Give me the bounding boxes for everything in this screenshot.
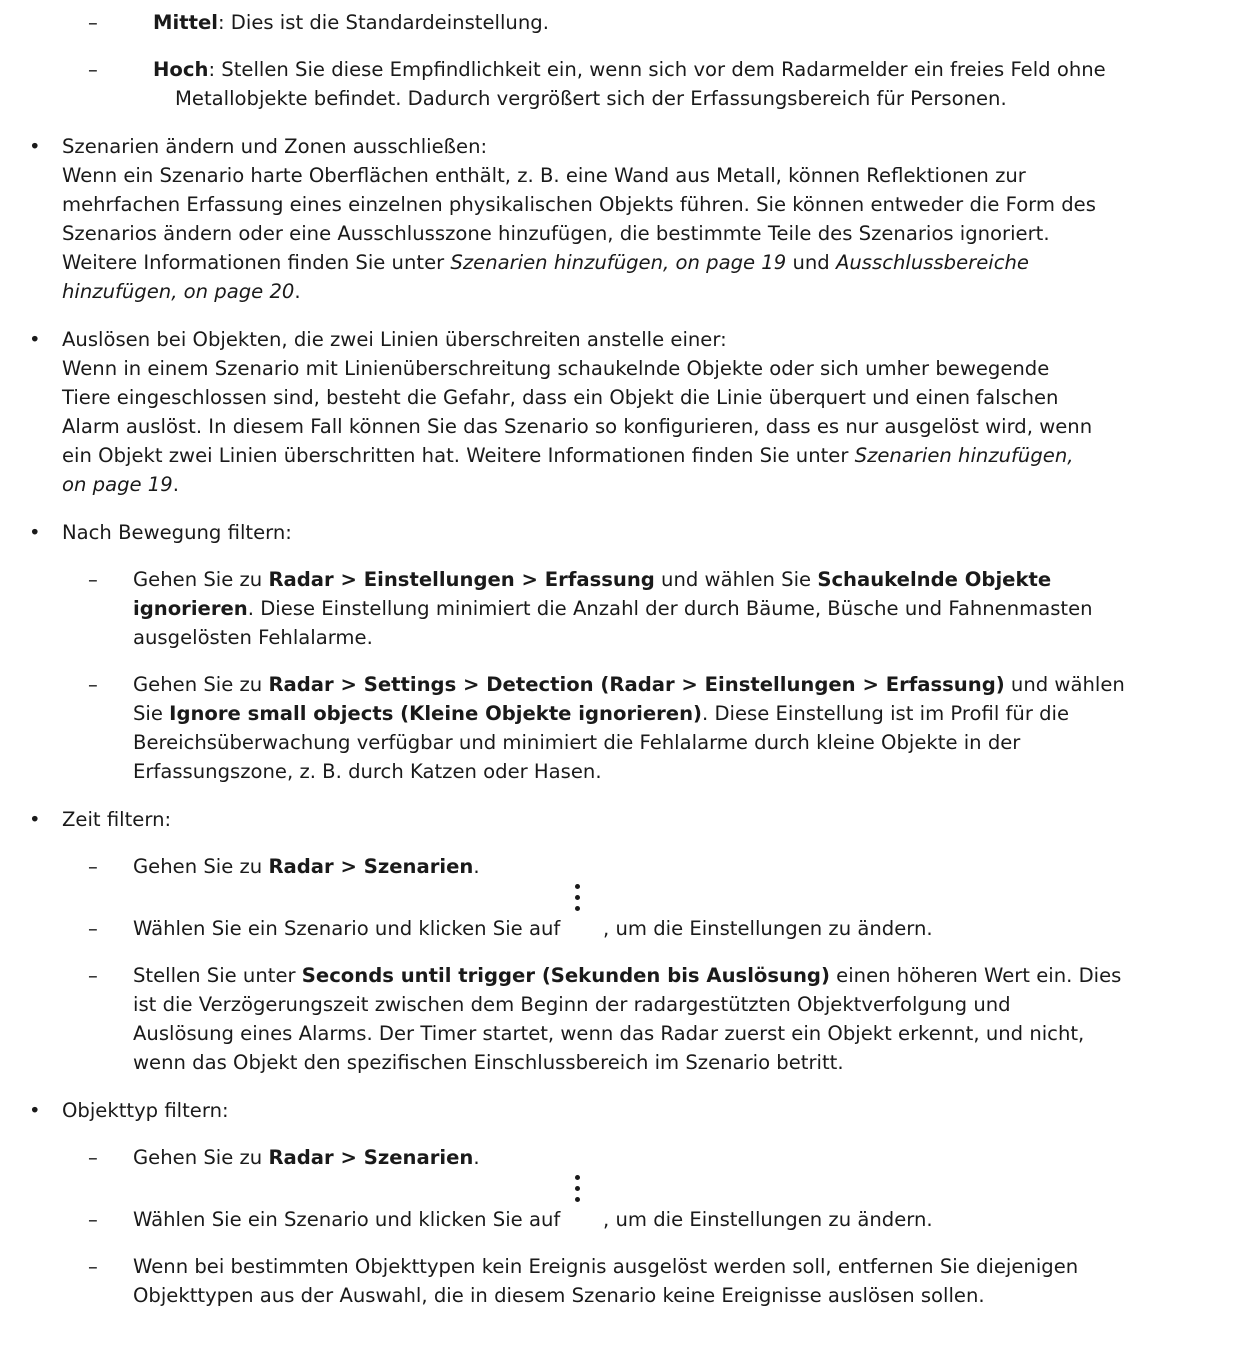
sensitivity-medium-item: [153, 9, 549, 38]
text-line: [133, 853, 480, 882]
bullet: •: [29, 808, 41, 831]
link-szenarien-hinzufuegen[interactable]: Szenarien hinzufügen, on page 19: [450, 251, 787, 274]
text-line: ist die Verzögerungszeit zwischen dem Beginn der radargestützten Objektverfolgung und: [133, 993, 1011, 1016]
text-line: Auslösung eines Alarms. Der Timer startet, wenn das Radar zuerst ein Objekt erkennt, und nicht,: [133, 1022, 1085, 1045]
text-line: [133, 595, 1093, 624]
text: Stellen Sie unter: [133, 964, 302, 987]
text: : Dies ist die Standardeinstellung.: [217, 11, 549, 34]
text: und wählen: [1004, 673, 1125, 696]
menu-path: Radar > Szenarien: [268, 855, 474, 878]
menu-path: Radar > Settings > Detection (Radar > Einstellungen > Erfassung): [268, 673, 1005, 696]
text-line: Wenn in einem Szenario mit Linienüberschreitung schaukelnde Objekte oder sich umher bewegende: [62, 357, 1050, 380]
more-vertical-icon: [571, 1174, 585, 1204]
text-line: Wählen Sie ein Szenario und klicken Sie auf: [133, 917, 561, 940]
list-dash: –: [88, 917, 98, 940]
link-szenarien-hinzufuegen-cont[interactable]: on page 19: [62, 473, 173, 496]
item-heading: Objekttyp filtern:: [62, 1099, 229, 1122]
menu-path: Radar > Szenarien: [268, 1146, 474, 1169]
text-line: mehrfachen Erfassung eines einzelnen physikalischen Objekts führen. Sie können entweder die Form des: [62, 193, 1096, 216]
text-line: [133, 671, 1125, 700]
bullet: •: [29, 1099, 41, 1122]
text-line: [62, 249, 1029, 278]
list-dash: –: [88, 1208, 98, 1231]
setting-name: Schaukelnde Objekte: [817, 568, 1052, 591]
list-dash: –: [88, 58, 98, 81]
text-line: Objekttypen aus der Auswahl, die in diesem Szenario keine Ereignisse auslösen sollen.: [133, 1284, 985, 1307]
text-line: Szenarios ändern oder eine Ausschlusszone hinzufügen, die bestimmte Teile des Szenarios ignoriert.: [62, 222, 1050, 245]
text: .: [294, 280, 301, 303]
bullet: •: [29, 328, 41, 351]
text: : Stellen Sie diese Empfindlichkeit ein, wenn sich vor dem Radarmelder ein freies Feld ohne: [208, 58, 1106, 81]
link-ausschlussbereiche-cont[interactable]: hinzufügen, on page 20: [62, 280, 295, 303]
text: einen höheren Wert ein. Dies: [829, 964, 1122, 987]
item-heading: Nach Bewegung filtern:: [62, 521, 292, 544]
text: .: [473, 1146, 480, 1169]
list-dash: –: [88, 964, 98, 987]
text-line: [133, 700, 1069, 729]
term-hoch: Hoch: [153, 58, 209, 81]
text-line: Wenn ein Szenario harte Oberflächen enthält, z. B. eine Wand aus Metall, können Reflektionen zur: [62, 164, 1026, 187]
list-dash: –: [88, 855, 98, 878]
menu-path: Radar > Einstellungen > Erfassung: [268, 568, 655, 591]
list-dash: –: [88, 11, 98, 34]
text: . Diese Einstellung minimiert die Anzahl der durch Bäume, Büsche und Fahnenmasten: [247, 597, 1093, 620]
list-dash: –: [88, 1255, 98, 1278]
list-dash: –: [88, 1146, 98, 1169]
term-mittel: Mittel: [153, 11, 218, 34]
text: Gehen Sie zu: [133, 673, 269, 696]
link-ausschlussbereiche[interactable]: Ausschlussbereiche: [835, 251, 1029, 274]
text: ein Objekt zwei Linien überschritten hat. Weitere Informationen finden Sie unter: [62, 444, 855, 467]
text-line: [133, 1144, 480, 1173]
text: . Diese Einstellung ist im Profil für die: [701, 702, 1070, 725]
setting-name: Seconds until trigger (Sekunden bis Auslösung): [301, 964, 830, 987]
text-line: Erfassungszone, z. B. durch Katzen oder Hasen.: [133, 760, 602, 783]
text: Weitere Informationen finden Sie unter: [62, 251, 451, 274]
more-vertical-icon: [571, 883, 585, 913]
text-line: Tiere eingeschlossen sind, besteht die Gefahr, dass ein Objekt die Linie überquert und einen falschen: [62, 386, 1059, 409]
text: und: [786, 251, 836, 274]
sensitivity-high-item: [153, 56, 1106, 85]
text: und wählen Sie: [654, 568, 818, 591]
text-line: [62, 471, 179, 500]
text-line: [133, 962, 1121, 991]
bullet: •: [29, 135, 41, 158]
list-dash: –: [88, 568, 98, 591]
setting-name: Ignore small objects (Kleine Objekte ignorieren): [169, 702, 702, 725]
text: Sie: [133, 702, 170, 725]
text: Gehen Sie zu: [133, 1146, 269, 1169]
text-line: [62, 278, 301, 307]
text-line: , um die Einstellungen zu ändern.: [603, 917, 933, 940]
text-line: Bereichsüberwachung verfügbar und minimiert die Fehlalarme durch kleine Objekte in der: [133, 731, 1021, 754]
text: Gehen Sie zu: [133, 568, 269, 591]
link-szenarien-hinzufuegen[interactable]: Szenarien hinzufügen,: [854, 444, 1074, 467]
text: .: [172, 473, 179, 496]
item-heading: Szenarien ändern und Zonen ausschließen:: [62, 135, 488, 158]
setting-name: ignorieren: [133, 597, 248, 620]
text-line: Metallobjekte befindet. Dadurch vergrößert sich der Erfassungsbereich für Personen.: [175, 87, 1007, 110]
text-line: ausgelösten Fehlalarme.: [133, 626, 373, 649]
list-dash: –: [88, 673, 98, 696]
text-line: wenn das Objekt den spezifischen Einschlussbereich im Szenario betritt.: [133, 1051, 844, 1074]
text-line: , um die Einstellungen zu ändern.: [603, 1208, 933, 1231]
text-line: [62, 442, 1073, 471]
text: Gehen Sie zu: [133, 855, 269, 878]
text-line: Wählen Sie ein Szenario und klicken Sie auf: [133, 1208, 561, 1231]
text-line: Alarm auslöst. In diesem Fall können Sie das Szenario so konfigurieren, dass es nur ausgelöst wird, wenn: [62, 415, 1093, 438]
text: .: [473, 855, 480, 878]
text-line: Wenn bei bestimmten Objekttypen kein Ereignis ausgelöst werden soll, entfernen Sie diejenigen: [133, 1255, 1079, 1278]
item-heading: Zeit filtern:: [62, 808, 172, 831]
text-line: [133, 566, 1051, 595]
bullet: •: [29, 521, 41, 544]
item-heading: Auslösen bei Objekten, die zwei Linien überschreiten anstelle einer:: [62, 328, 727, 351]
